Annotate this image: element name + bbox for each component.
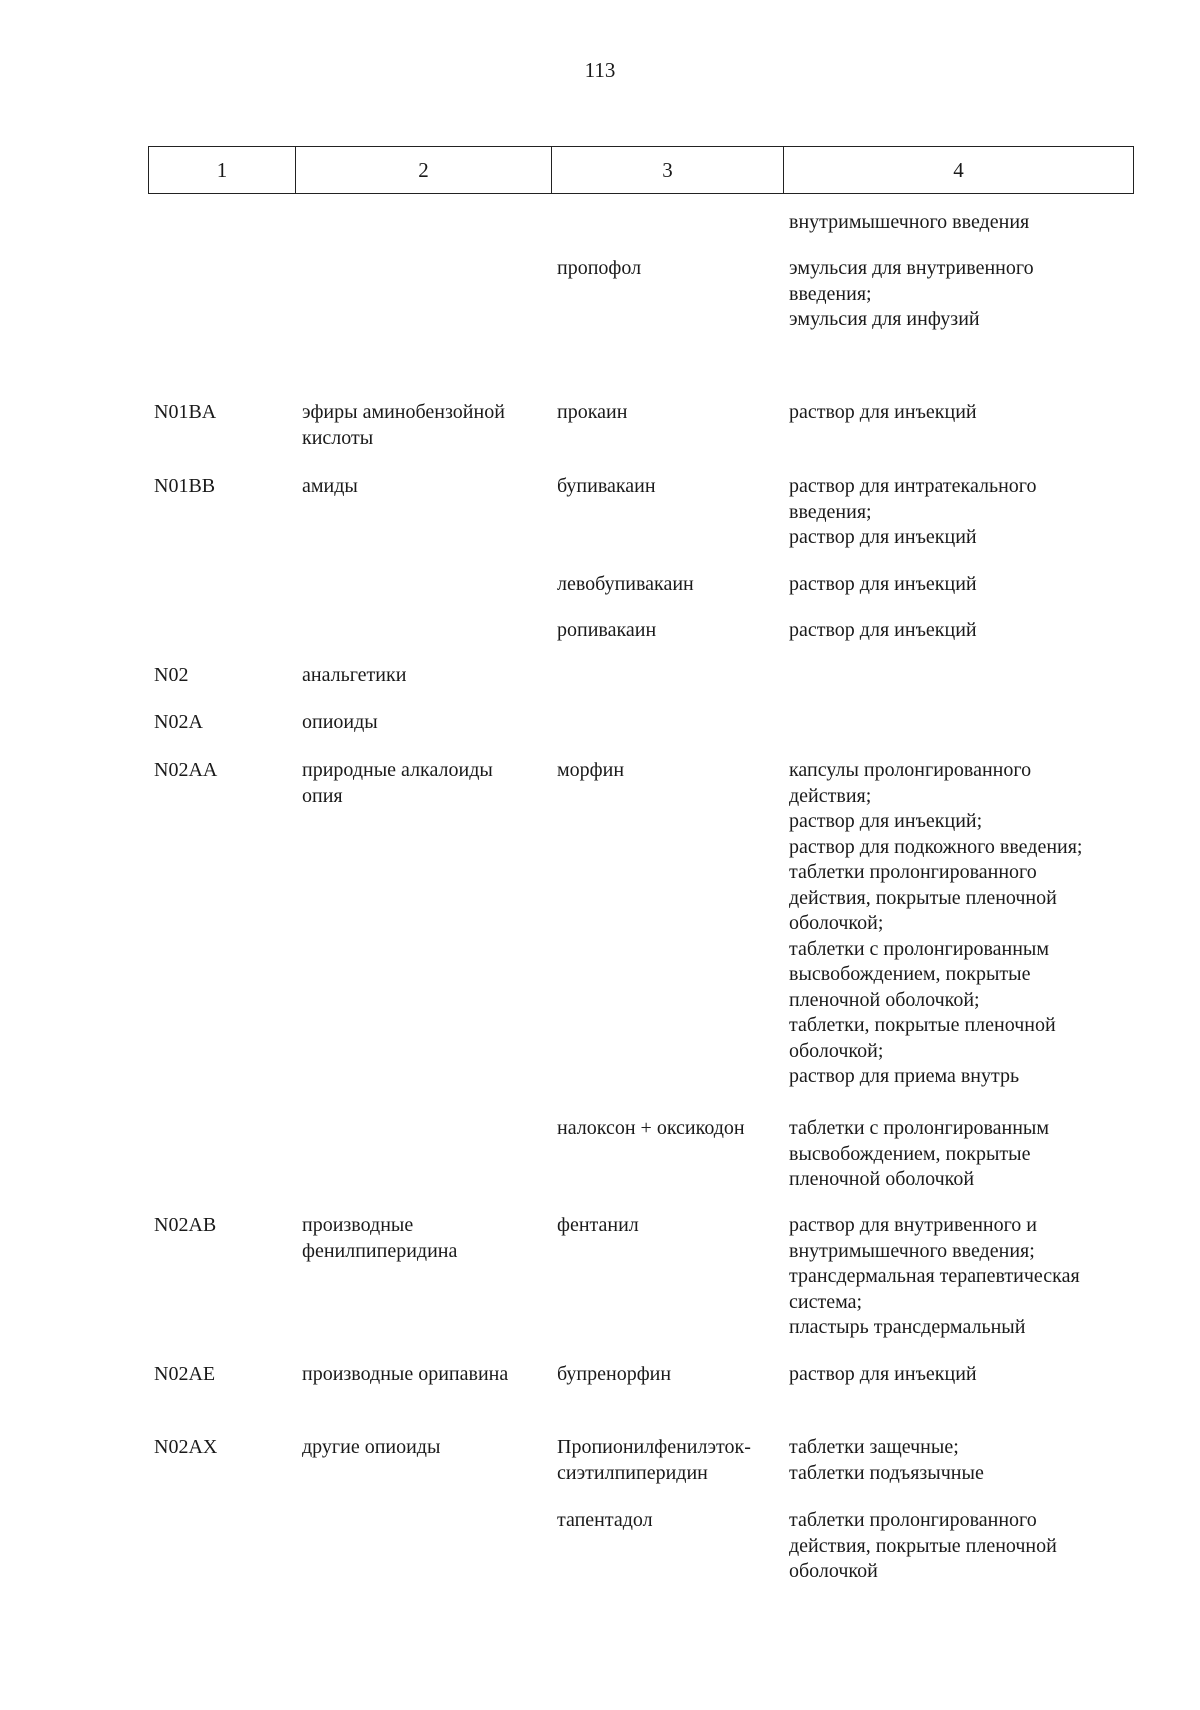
atc-code-cell xyxy=(154,1362,294,1388)
dosage-form-cell-line: эмульсия для инфузий xyxy=(789,308,980,330)
atc-code-cell xyxy=(154,758,294,784)
dosage-form-cell-line: пленочной оболочкой; xyxy=(789,988,980,1011)
group-cell xyxy=(302,1435,552,1461)
dosage-form-cell xyxy=(789,474,1129,551)
group-cell xyxy=(302,1362,552,1388)
drug-cell xyxy=(557,1362,792,1388)
dosage-form-cell-line: система; xyxy=(789,1290,863,1313)
drug-cell-line: сиэтилпиперидин xyxy=(557,1461,708,1484)
dosage-form-cell-line: раствор для интратекального xyxy=(789,475,1037,497)
drug-cell xyxy=(557,758,792,784)
header-cell-1: 1 xyxy=(149,147,296,193)
dosage-form-cell-line: трансдермальная терапевтическая xyxy=(789,1265,1080,1287)
group-cell-line: другие опиоиды xyxy=(302,1436,441,1458)
atc-code-cell xyxy=(154,710,294,736)
atc-code-cell-line: N02AX xyxy=(154,1436,218,1458)
dosage-form-cell xyxy=(789,1213,1129,1341)
dosage-form-cell-line: оболочкой xyxy=(789,1560,878,1582)
dosage-form-cell-line: раствор для подкожного введения; xyxy=(789,835,1083,858)
atc-code-cell xyxy=(154,663,294,689)
group-cell xyxy=(302,474,552,500)
group-cell xyxy=(302,400,552,451)
dosage-form-cell-line: действия; xyxy=(789,784,872,807)
drug-cell-line: ропивакаин xyxy=(557,619,657,641)
dosage-form-cell xyxy=(789,1435,1129,1486)
dosage-form-cell-line: таблетки, покрытые пленочной xyxy=(789,1014,1056,1036)
group-cell-line: опия xyxy=(302,784,343,807)
drug-cell-line: бупивакаин xyxy=(557,475,656,497)
dosage-form-cell-line: таблетки с пролонгированным xyxy=(789,937,1050,960)
dosage-form-cell-line: раствор для инъекций xyxy=(789,526,977,548)
dosage-form-cell xyxy=(789,400,1129,426)
dosage-form-cell xyxy=(789,572,1129,598)
drug-cell xyxy=(557,1508,792,1534)
page-number: 113 xyxy=(584,58,616,82)
atc-code-cell-line: N01BB xyxy=(154,475,216,497)
dosage-form-cell-line: таблетки пролонгированного xyxy=(789,1509,1037,1531)
dosage-form-cell-line: раствор для приема внутрь xyxy=(789,1065,1020,1087)
group-cell xyxy=(302,758,552,809)
dosage-form-cell-line: оболочкой; xyxy=(789,912,884,934)
dosage-form-cell xyxy=(789,256,1129,333)
drug-cell xyxy=(557,1116,792,1142)
atc-code-cell xyxy=(154,400,294,426)
drug-cell-line: налоксон + оксикодон xyxy=(557,1117,745,1139)
atc-code-cell xyxy=(154,1213,294,1239)
group-cell-line: производные xyxy=(302,1214,414,1236)
dosage-form-cell xyxy=(789,210,1129,236)
dosage-form-cell-line: таблетки с пролонгированным xyxy=(789,1117,1050,1139)
group-cell xyxy=(302,663,552,689)
drug-cell xyxy=(557,400,792,426)
drug-cell xyxy=(557,572,792,598)
dosage-form-cell-line: эмульсия для внутривенного xyxy=(789,257,1034,279)
group-cell-line: эфиры аминобензойной xyxy=(302,401,505,423)
dosage-form-cell-line: действия, покрытые пленочной xyxy=(789,886,1057,909)
dosage-form-cell-line: пластырь трансдермальный xyxy=(789,1316,1026,1338)
atc-code-cell-line: N02AB xyxy=(154,1214,217,1236)
drug-cell xyxy=(557,1435,792,1486)
group-cell-line: опиоиды xyxy=(302,711,378,733)
dosage-form-cell-line: высвобождением, покрытые xyxy=(789,963,1031,985)
drug-cell xyxy=(557,1213,792,1239)
dosage-form-cell-line: раствор для инъекций xyxy=(789,573,977,595)
drug-cell xyxy=(557,256,792,282)
dosage-form-cell-line: раствор для внутривенного и xyxy=(789,1214,1038,1236)
dosage-form-cell-line: раствор для инъекций xyxy=(789,1363,977,1385)
header-cell-3: 3 xyxy=(552,147,784,193)
dosage-form-cell-line: высвобождением, покрытые xyxy=(789,1142,1031,1165)
drug-cell-line: бупренорфин xyxy=(557,1363,672,1385)
group-cell-line: природные алкалоиды xyxy=(302,759,493,781)
atc-code-cell xyxy=(154,474,294,500)
dosage-form-cell-line: раствор для инъекций xyxy=(789,619,977,641)
drug-cell-line: фентанил xyxy=(557,1214,639,1236)
group-cell-line: анальгетики xyxy=(302,664,407,686)
group-cell-line: производные орипавина xyxy=(302,1363,509,1385)
dosage-form-cell-line: внутримышечного введения; xyxy=(789,1239,1035,1262)
dosage-form-cell-line: раствор для инъекций xyxy=(789,401,977,423)
dosage-form-cell-line: таблетки защечные; xyxy=(789,1436,959,1458)
drug-cell-line: тапентадол xyxy=(557,1509,653,1531)
atc-code-cell xyxy=(154,1435,294,1461)
atc-code-cell-line: N02A xyxy=(154,711,203,733)
drug-cell-line: морфин xyxy=(557,759,625,781)
dosage-form-cell-line: введения; xyxy=(789,500,872,523)
dosage-form-cell-line: оболочкой; xyxy=(789,1039,884,1062)
dosage-form-cell-line: введения; xyxy=(789,282,872,305)
dosage-form-cell xyxy=(789,1508,1129,1585)
drug-cell-line: левобупивакаин xyxy=(557,573,694,595)
atc-code-cell-line: N02AE xyxy=(154,1363,216,1385)
group-cell-line: фенилпиперидина xyxy=(302,1239,458,1262)
group-cell-line: амиды xyxy=(302,475,358,497)
dosage-form-cell-line: таблетки пролонгированного xyxy=(789,861,1037,883)
group-cell xyxy=(302,710,552,736)
group-cell xyxy=(302,1213,552,1264)
dosage-form-cell-line: внутримышечного введения xyxy=(789,211,1030,233)
atc-code-cell-line: N02 xyxy=(154,664,189,686)
group-cell-line: кислоты xyxy=(302,426,374,449)
atc-code-cell-line: N01BA xyxy=(154,401,217,423)
dosage-form-cell-line: пленочной оболочкой xyxy=(789,1168,975,1190)
dosage-form-cell-line: капсулы пролонгированного xyxy=(789,759,1032,781)
dosage-form-cell-line: таблетки подъязычные xyxy=(789,1461,984,1484)
atc-code-cell-line: N02AA xyxy=(154,759,218,781)
dosage-form-cell xyxy=(789,1116,1129,1193)
header-cell-4: 4 xyxy=(953,157,964,182)
drug-cell-line: пропофол xyxy=(557,257,642,279)
drug-cell-line: прокаин xyxy=(557,401,628,423)
dosage-form-cell xyxy=(789,1362,1129,1388)
drug-cell xyxy=(557,474,792,500)
drug-cell xyxy=(557,618,792,644)
dosage-form-cell-line: действия, покрытые пленочной xyxy=(789,1534,1057,1557)
header-cell-2: 2 xyxy=(296,147,552,193)
dosage-form-cell xyxy=(789,618,1129,644)
dosage-form-cell-line: раствор для инъекций; xyxy=(789,810,983,832)
drug-cell-line: Пропионилфенилэток- xyxy=(557,1436,751,1458)
dosage-form-cell xyxy=(789,758,1129,1090)
